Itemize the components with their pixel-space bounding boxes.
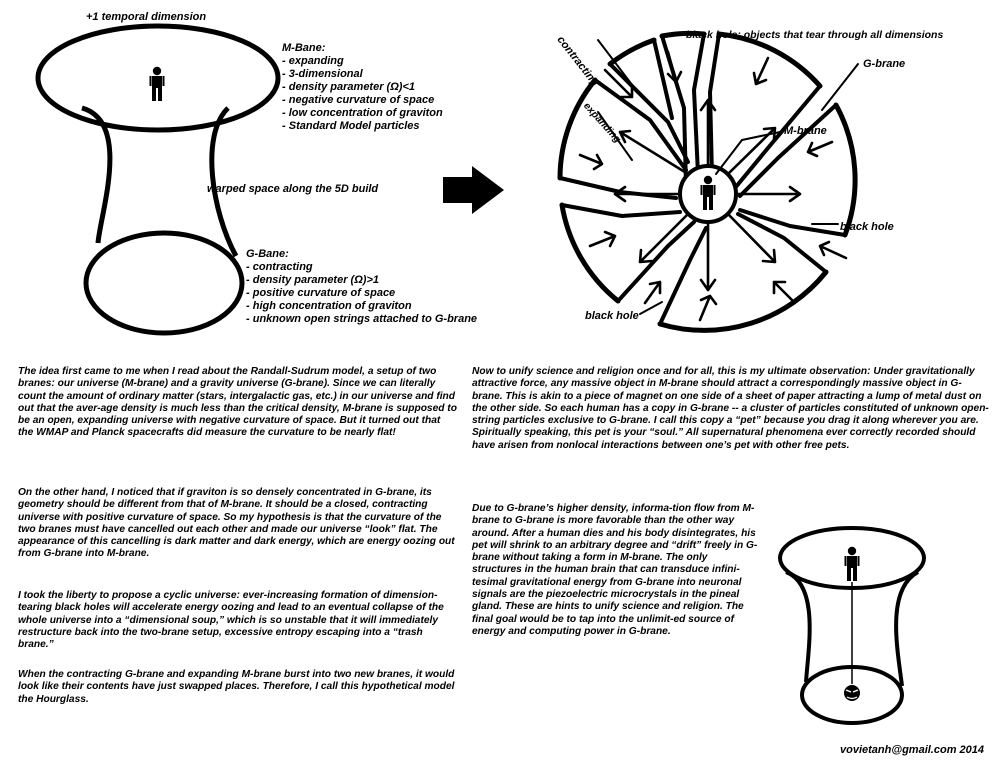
g-brane-ellipse — [86, 233, 242, 333]
hourglass-right-wall — [212, 108, 236, 256]
m-brane-label: M-brane — [784, 125, 827, 137]
black-hole-left-label: black hole — [585, 310, 639, 322]
g-bane-item: - contracting — [246, 261, 477, 274]
temporal-dimension-label: +1 temporal dimension — [86, 11, 207, 23]
human-figure-icon — [150, 67, 165, 101]
pet-soul-icon — [844, 685, 860, 701]
m-bane-item: - Standard Model particles — [282, 120, 443, 133]
black-hole-right-label: black hole — [840, 221, 894, 233]
m-bane-list — [282, 55, 443, 133]
big-right-arrow-icon — [443, 166, 504, 214]
g-bane-list — [246, 261, 477, 326]
paragraph-cyclic-universe: I took the liberty to propose a cyclic universe: ever-increasing formation of dimension-tearing black holes will accelerate energy oozing and lead to an eventual collapse of the whole universe into a “dimensional soup,” which is so unstable that it will immediately restructure back into the two-brane setup, excessive entropy escaping into a “trash brane.” — [18, 590, 444, 651]
m-bane-item: - density parameter (Ω)<1 — [282, 81, 443, 94]
m-bane-item: - negative curvature of space — [282, 94, 443, 107]
paragraph-pet-soul: Now to unify science and religion once and for all, this is my ultimate observation: Under gravitationally attractive force, any massive object in M-brane should attract a correspondingly massive object in G-brane. This is akin to a piece of magnet on one side of a sheet of paper attracting a lump of metal dust on the other side. So each human has a copy in G-brane -- a cluster of particles constituted of unknown open-string particles exclusive to G-brane. I call this copy a “pet” because you drag it along wherever you are. Spiritually speaking, this pet is your “soul.” All supernatural phenomena ever correctly recorded should have arisen from nonlocal interactions between one’s pet with other free pets. — [472, 366, 989, 451]
small-hourglass-right-wall — [896, 572, 918, 686]
hourglass-left-wall — [82, 108, 110, 243]
author-signature: vovietanh@gmail.com 2014 — [840, 744, 985, 756]
g-bane-item: - positive curvature of space — [246, 287, 477, 300]
m-bane-description — [282, 42, 443, 133]
paragraph-pineal-gland: Due to G-brane’s higher density, informa-tion flow from M-brane to G-brane is more favorable than the other way around. After a human dies and his body disintegrates, his pet will shrink to an arbitrary degree and “drift” freely in G-brane without taking a form in M-brane. The only structures in the human brain that can transduce infini-tesimal gravitational energy from G-brane into neuronal signals are the piezoelectric microcrystals in the pineal gland. These are hints to unify science and religion. The final goal would be to tap into the unlimit-ed source of energy and computing power in G-brane. — [472, 503, 758, 637]
g-bane-description — [246, 248, 477, 326]
g-bane-item: - density parameter (Ω)>1 — [246, 274, 477, 287]
paragraph-graviton: On the other hand, I noticed that if graviton is so densely concentrated in G-brane, its geometry should be different from that of M-brane. It should be a closed, contracting universe with positive curvature of space. So my hypothesis is that the curvature of the two branes must have cancelled out each other and made our universe “look” flat. The appearance of this cancelling is dark matter and dark energy, which are energy oozing out from G-brane into M-brane. — [18, 487, 455, 560]
small-human-figure-icon — [845, 547, 860, 581]
black-hole-top-label: black hole: objects that tear through all dimensions — [686, 29, 944, 41]
m-bane-item: - expanding — [282, 55, 443, 68]
warped-space-label: warped space along the 5D build — [207, 183, 379, 195]
m-bane-item: - low concentration of graviton — [282, 107, 443, 120]
m-bane-item: - 3-dimensional — [282, 68, 443, 81]
g-bane-title: G-Bane: — [246, 248, 289, 260]
g-brane-label: G-brane — [863, 58, 906, 70]
paragraph-randall-sundrum: The idea first came to me when I read about the Randall-Sudrum model, a setup of two branes: our universe (M-brane) and a gravity universe (G-brane). Since we can literally count the amount of ordinary matter (stars, intergalactic gas, etc.) in our universe and find out that the aver-age density is much less than the critical density, M-brane is supposed to be an open, expanding universe with negative curvature of space. But it turned out that the WMAP and Planck spacecrafts did measure the curvature to be nearly flat! — [18, 366, 457, 439]
m-bane-title: M-Bane: — [282, 42, 326, 54]
contracting-label: contracting — [554, 34, 601, 89]
paragraph-hourglass: When the contracting G-brane and expanding M-brane burst into two new branes, it would look like their contents have just swapped places. Therefore, I call this hypothetical model the Hourglass. — [18, 669, 455, 705]
small-hourglass-left-wall — [786, 572, 810, 682]
expanding-label: expanding — [581, 100, 623, 146]
g-bane-item: - high concentration of graviton — [246, 300, 477, 313]
g-bane-item: - unknown open strings attached to G-brane — [246, 313, 477, 326]
